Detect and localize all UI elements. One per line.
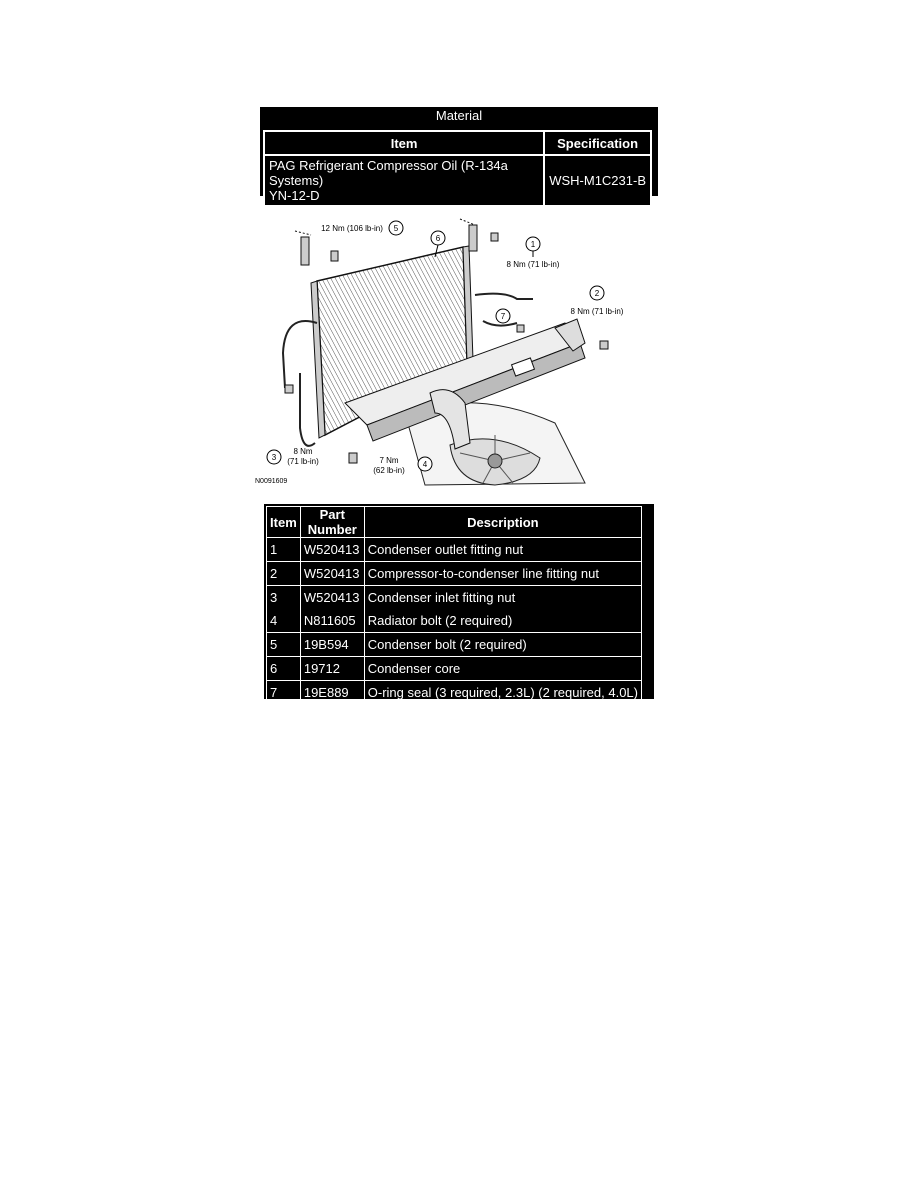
callout-3 [267,447,319,466]
parts-header-item: Item [267,507,301,538]
row-part-number: 19B594 [300,633,364,657]
table-row [267,633,642,657]
row-part-number: 19712 [300,657,364,681]
row-part-number: W520413 [300,586,364,610]
callout-3-torque-line2: (71 lb-in) [287,457,319,466]
table-row [267,657,642,681]
callout-2 [571,286,624,316]
material-table [260,107,658,203]
table-row [267,586,642,610]
material-item-line2: YN-12-D [269,188,320,203]
row-item: 3 [267,586,301,610]
parts-header-description: Description [364,507,641,538]
row-part-number: W520413 [300,538,364,562]
table-row [267,562,642,586]
row-item: 1 [267,538,301,562]
row-part-number: W520413 [300,562,364,586]
row-description: Compressor-to-condenser line fitting nut [364,562,641,586]
material-item-line1: PAG Refrigerant Compressor Oil (R-134a Systems) [269,158,508,188]
table-row [267,538,642,562]
material-grid [263,130,652,207]
callout-1 [507,237,560,269]
callout-7 [496,309,510,323]
parts-header-part-number: Part Number [300,507,364,538]
callout-4-torque-line1: 7 Nm [379,456,399,465]
row-item: 6 [267,657,301,681]
row-description: Condenser outlet fitting nut [364,538,641,562]
callout-2-torque: 8 Nm (71 lb-in) [570,307,624,316]
material-item-cell [264,155,544,206]
callout-1-number: 1 [530,240,536,249]
callout-4-number: 4 [422,460,428,469]
material-header-row [264,131,651,155]
row-description: Condenser bolt (2 required) [364,633,641,657]
row-description: Condenser inlet fitting nut [364,586,641,610]
callout-3-number: 3 [271,453,277,462]
parts-header-row [267,507,642,538]
row-part-number: 19E889 [300,681,364,705]
callout-1-torque: 8 Nm (71 lb-in) [506,260,560,269]
callout-4-torque-line2: (62 lb-in) [373,466,405,475]
table-row [267,681,642,705]
parts-grid [266,506,642,705]
material-spec-cell: WSH-M1C231-B [544,155,651,206]
callout-6-number: 6 [435,234,441,243]
row-item: 4 [267,609,301,633]
material-header-specification: Specification [544,131,651,155]
row-item: 5 [267,633,301,657]
callout-3-torque-line1: 8 Nm [293,447,313,456]
callout-2-number: 2 [594,289,600,298]
row-description: Condenser core [364,657,641,681]
row-item: 7 [267,681,301,705]
row-description: O-ring seal (3 required, 2.3L) (2 required, 4.0L) [364,681,641,705]
callout-5-number: 5 [393,224,399,233]
callout-5-torque: 12 Nm (106 lb-in) [321,224,383,233]
row-part-number: N811605 [300,609,364,633]
material-table-caption: Material [435,108,483,123]
condenser-exploded-diagram [255,213,667,487]
material-row [264,155,651,206]
callout-7-number: 7 [500,312,506,321]
material-header-item: Item [264,131,544,155]
parts-table [264,504,654,699]
callout-5 [321,221,403,235]
row-description: Radiator bolt (2 required) [364,609,641,633]
row-item: 2 [267,562,301,586]
figure-id: N0091609 [255,478,288,485]
table-row [267,609,642,633]
